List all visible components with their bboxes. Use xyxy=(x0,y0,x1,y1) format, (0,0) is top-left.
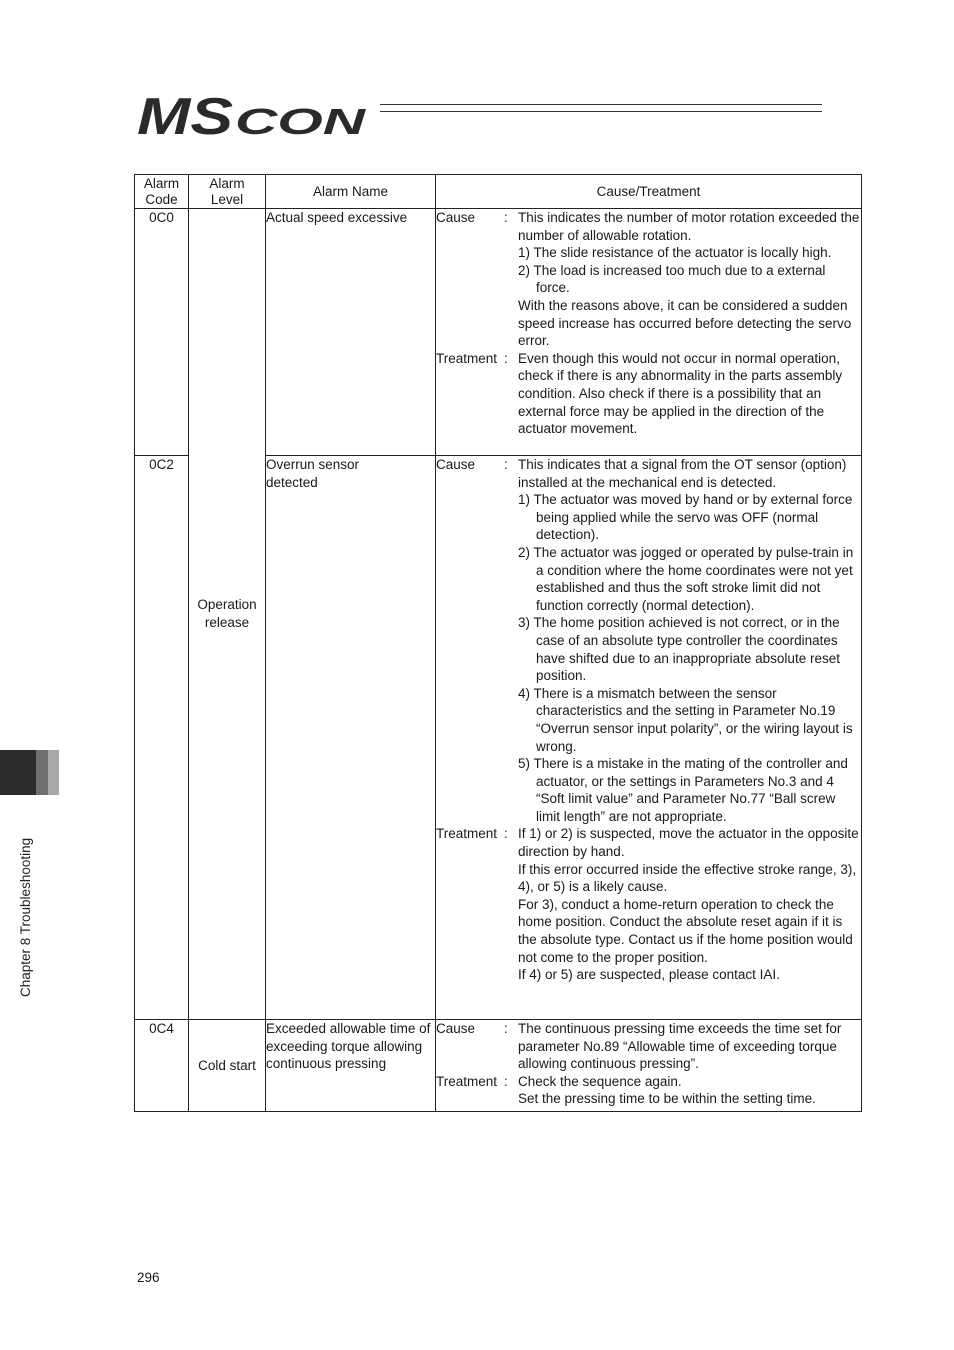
treatment-section: Treatment : If 1) or 2) is suspected, move the actuator in the opposite direction by hand. If this error occurred inside the effective stroke range, 3), 4), or 5) is a likely cause. For 3), conduct a home-return operation to check the home position. Conduct the absolute reset again if it is the absolute type. Contact us if the home position would not come to the proper position. If 4) or 5) are suspected, please contact IAI. xyxy=(436,826,859,983)
alarm-name: Actual speed excessive xyxy=(266,209,436,456)
cause-section: Cause : This indicates the number of motor rotation exceeded the number of allowable rotation. 1) The slide resistance of the actuator is locally high. 2) The load is increased too much due to a external force. With the reasons above, it can be considered a sudden speed increase has occurred before detecting the servo error. xyxy=(436,210,860,349)
table-header-row xyxy=(135,175,862,209)
alarm-level: Operation release xyxy=(189,209,266,1020)
alarm-code: 0C2 xyxy=(135,456,189,1020)
table-row xyxy=(135,1020,862,1112)
header-alarm-name: Alarm Name xyxy=(266,175,436,209)
treatment-section: Treatment : Even though this would not occur in normal operation, check if there is any abnormality in the parts assembly condition. Also check if there is a possibility that an external force may be applied in the direction of the actuator movement. xyxy=(436,350,843,437)
alarm-code: 0C0 xyxy=(135,209,189,456)
chapter-tab-marker xyxy=(0,750,36,795)
cause-treatment xyxy=(436,209,862,456)
alarm-level: Cold start xyxy=(189,1020,266,1112)
header-alarm-code: Alarm Code xyxy=(135,175,189,209)
table-row xyxy=(135,209,862,456)
treatment-section: Treatment : Check the sequence again. Set the pressing time to be within the setting time. xyxy=(436,1073,816,1107)
cause-treatment xyxy=(436,1020,862,1112)
alarm-name: Exceeded allowable time of exceeding torque allowing continuous pressing xyxy=(266,1020,436,1112)
alarm-code: 0C4 xyxy=(135,1020,189,1112)
alarm-table xyxy=(134,174,862,1112)
header-cause-treatment: Cause/Treatment xyxy=(436,175,862,209)
header-alarm-level: Alarm Level xyxy=(189,175,266,209)
header-rule xyxy=(380,104,822,116)
chapter-tab-marker-mid xyxy=(36,750,48,795)
alarm-name: Overrun sensor detected xyxy=(266,456,436,1020)
svg-text:CON: CON xyxy=(235,101,367,138)
cause-section: Cause : The continuous pressing time exceeds the time set for parameter No.89 “Allowable time of exceeding torque allowing continuous pressing”. xyxy=(436,1021,842,1072)
cause-section: Cause : This indicates that a signal from the OT sensor (option) installed at the mechanical end is detected. 1) The actuator was moved by hand or by external force being applied while the servo was OFF (normal detection). 2) The actuator was jogged or operated by pulse-train in a condition where the home coordinates were not yet established and thus the soft stroke limit did not function correctly (normal detection). 3) The home position achieved is not correct, or in the case of an absolute type controller the coordinates have shifted due to an inappropriate absolute reset position. 4) There is a mismatch between the sensor characteristics and the setting in Parameter No.19 “Overrun sensor input polarity”, or the wiring layout is wrong. 5) There is a mistake in the mating of the controller and actuator, or the settings in Parameters No.3 and 4 “Soft limit value” and Parameter No.77 “Ball screw limit length” are not appropriate. xyxy=(436,457,854,824)
mscon-logo xyxy=(137,92,369,138)
page-number: 296 xyxy=(137,1270,160,1285)
chapter-tab-marker-light xyxy=(48,750,59,795)
chapter-label: Chapter 8 Troubleshooting xyxy=(18,837,33,997)
svg-text:MS: MS xyxy=(137,92,234,138)
cause-treatment xyxy=(436,456,862,1020)
